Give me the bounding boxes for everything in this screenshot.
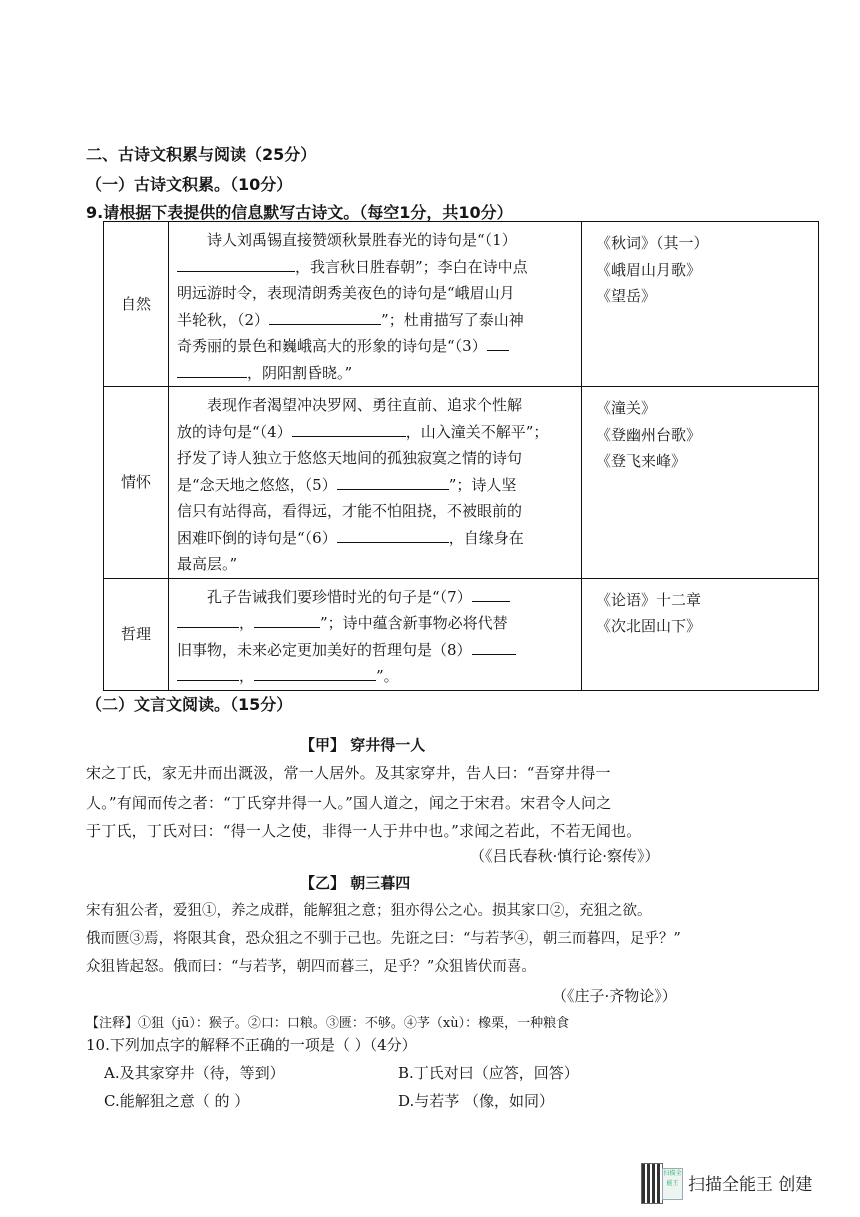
qr-code-icon bbox=[641, 1163, 663, 1204]
passage-line: 信只有站得高，看得远，才能不怕阻挠，不被眼前的 bbox=[177, 502, 523, 520]
watermark-text: 扫描全能王 创建 bbox=[688, 1175, 813, 1195]
question-10-stem: 10.下列加点字的解释不正确的一项是（ ）（4分） bbox=[86, 1036, 417, 1054]
passage-line: ”；诗人坚 bbox=[448, 475, 517, 494]
nature-passage bbox=[169, 222, 582, 387]
section-title: 二、古诗文积累与阅读（25分） bbox=[86, 145, 317, 164]
passage-line: 最高层。” bbox=[177, 555, 238, 573]
feelings-references bbox=[582, 387, 819, 579]
passage-line: 孔子告诫我们要珍惜时光的句子是“（7） bbox=[207, 587, 472, 606]
question-9-title: 9.请根据下表提供的信息默写古诗文。（每空1分，共10分） bbox=[86, 203, 513, 222]
blank-1[interactable] bbox=[177, 259, 295, 272]
philosophy-references bbox=[582, 578, 819, 690]
passage-line: 诗人刘禹锡直接赞颂秋景胜春光的诗句是“（1） bbox=[207, 231, 517, 249]
ref-title: 《登飞来峰》 bbox=[596, 452, 687, 470]
passage-line: 奇秀丽的景色和巍峨高大的形象的诗句是“（3） bbox=[177, 337, 487, 355]
table-row-nature bbox=[104, 222, 819, 387]
feelings-passage bbox=[169, 387, 582, 579]
option-d[interactable]: D.与若芧 （像，如同） bbox=[398, 1092, 555, 1110]
passage-line: 旧事物，未来必定更加美好的哲理句是（8） bbox=[177, 640, 472, 659]
blank-7a[interactable] bbox=[472, 589, 510, 602]
category-feelings: 情怀 bbox=[104, 387, 169, 579]
passage-line: ， bbox=[239, 667, 255, 685]
ref-title: 《论语》十二章 bbox=[596, 590, 702, 609]
ref-title: 《峨眉山月歌》 bbox=[596, 260, 702, 279]
ref-title: 《潼关》 bbox=[596, 399, 657, 417]
notes: 【注释】①狙（jū）：猴子。②口：口粮。③匮：不够。④芧（xù）：橡栗，一种粮食 bbox=[86, 1016, 570, 1031]
ref-title: 《秋词》（其一） bbox=[596, 234, 709, 252]
blank-3a[interactable] bbox=[487, 338, 509, 351]
blank-4[interactable] bbox=[292, 424, 406, 437]
passage-line: 困难吓倒的诗句是“（6） bbox=[177, 528, 337, 547]
ref-title: 《次北固山下》 bbox=[596, 617, 702, 635]
option-c[interactable]: C.能解狙之意（ 的 ） bbox=[104, 1092, 250, 1110]
passage-line: ”。 bbox=[376, 667, 399, 685]
passage-line: ，自缘身在 bbox=[448, 528, 524, 547]
poetry-table bbox=[103, 221, 819, 691]
passage-yi-title: 【乙】 朝三暮四 bbox=[300, 874, 411, 892]
blank-7b[interactable] bbox=[177, 615, 239, 628]
blank-8b[interactable] bbox=[177, 668, 239, 681]
option-a[interactable]: A.及其家穿井（待，等到） bbox=[104, 1064, 285, 1082]
blank-8a[interactable] bbox=[472, 642, 516, 655]
passage-line: 明远游时令，表现清朗秀美夜色的诗句是“峨眉山月 bbox=[177, 284, 515, 302]
blank-8c[interactable] bbox=[254, 668, 376, 681]
passage-line: ”；诗中蕴含新事物必将代替 bbox=[320, 614, 508, 632]
nature-references bbox=[582, 222, 819, 387]
table-row-philosophy bbox=[104, 578, 819, 690]
passage-line: 抒发了诗人独立于悠悠天地间的孤独寂寞之情的诗句 bbox=[177, 449, 523, 467]
passage-line: 表现作者渴望冲决罗网、勇往直前、追求个性解 bbox=[207, 396, 523, 414]
ref-title: 《登幽州台歌》 bbox=[596, 425, 702, 444]
category-nature: 自然 bbox=[104, 222, 169, 387]
passage-line: 是“念天地之悠悠，（5） bbox=[177, 475, 337, 494]
jia-source: （《吕氏春秋·慎行论·察传》） bbox=[470, 847, 660, 865]
option-b[interactable]: B.丁氏对曰（应答，回答） bbox=[398, 1064, 579, 1082]
blank-5[interactable] bbox=[337, 477, 449, 490]
jia-line-3: 于丁氏，丁氏对曰：“得一人之使，非得一人于井中也。”求闻之若此，不若无闻也。 bbox=[86, 822, 642, 840]
passage-jia-title: 【甲】 穿井得一人 bbox=[300, 736, 426, 754]
yi-line-3: 众狙皆起怒。俄而曰：“与若芧，朝四而暮三，足乎？”众狙皆伏而喜。 bbox=[86, 959, 536, 975]
yi-source: （《庄子·齐物论》） bbox=[552, 987, 677, 1005]
passage-line: ，我言秋日胜春朝”；李白在诗中点 bbox=[295, 257, 528, 276]
jia-line-1: 宋之丁氏，家无井而出溉汲，常一人居外。及其家穿井，告人曰：“吾穿井得一 bbox=[86, 764, 611, 782]
blank-6[interactable] bbox=[337, 530, 449, 543]
blank-2[interactable] bbox=[269, 312, 381, 325]
blank-7c[interactable] bbox=[254, 615, 320, 628]
part2-title: （二）文言文阅读。（15分） bbox=[86, 695, 293, 714]
passage-line: ”；杜甫描写了泰山神 bbox=[381, 310, 524, 329]
part1-title: （一）古诗文积累。（10分） bbox=[86, 175, 293, 194]
blank-3b[interactable] bbox=[177, 365, 247, 378]
table-row-feelings bbox=[104, 387, 819, 579]
category-philosophy: 哲理 bbox=[104, 578, 169, 690]
passage-line: ，阴阳割昏晓。” bbox=[247, 363, 353, 382]
passage-line: ，山入潼关不解平”； bbox=[405, 422, 549, 441]
camscanner-logo-icon: 扫描全能王 bbox=[662, 1168, 683, 1200]
ref-title: 《望岳》 bbox=[596, 287, 657, 305]
passage-line: 放的诗句是“（4） bbox=[177, 422, 292, 441]
yi-line-2: 俄而匮③焉，将限其食，恐众狙之不驯于己也。先诳之曰：“与若芧④，朝三而暮四，足乎？” bbox=[86, 931, 681, 947]
jia-line-2: 人。”有闻而传之者：“丁氏穿井得一人。”国人道之，闻之于宋君。宋君令人问之 bbox=[86, 794, 612, 812]
passage-line: 半轮秋，（2） bbox=[177, 310, 270, 329]
yi-line-1: 宋有狙公者，爱狙①，养之成群，能解狙之意；狙亦得公之心。损其家口②，充狙之欲。 bbox=[86, 903, 652, 919]
philosophy-passage: 孔子告诫我们要珍惜时光的句子是“（7） ， ”；诗中蕴含新事物必将代替 旧事物，未来必定更加美好的哲理句是（8） ， ”。 bbox=[169, 578, 582, 690]
